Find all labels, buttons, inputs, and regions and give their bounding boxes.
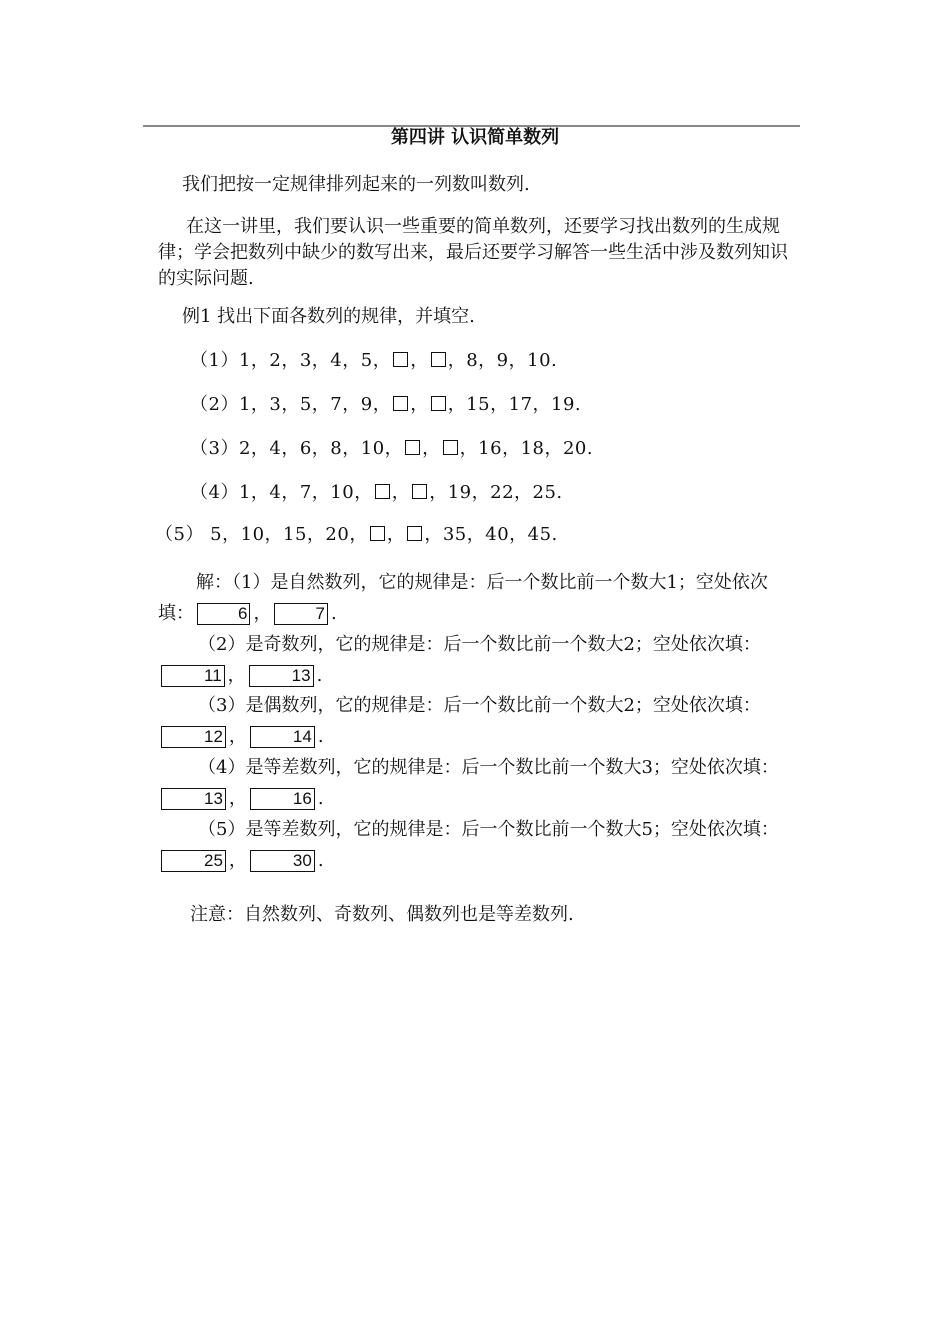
answer-box: 11	[161, 665, 225, 687]
blank-box	[393, 396, 408, 411]
seq-label: （4）	[190, 482, 239, 503]
sequence-2	[190, 394, 581, 416]
seq-after: ，19，22，25.	[429, 482, 563, 503]
blank-box	[407, 526, 422, 541]
seq-after: ，8，9，10.	[447, 350, 558, 371]
sequence-4	[190, 482, 563, 504]
seq-before: 1，4，7，10，	[238, 482, 373, 503]
solution-text: （5）是等差数列，它的规律是：后一个数比前一个数大5；空处依次填：	[198, 819, 779, 840]
answer-end: .	[317, 725, 324, 747]
answer-box: 25	[161, 850, 226, 872]
answer-box: 16	[250, 788, 315, 810]
sequence-3	[190, 438, 593, 460]
answer-end: .	[317, 849, 324, 871]
solution-text: （2）是奇数列，它的规律是：后一个数比前一个数大2；空处依次填：	[198, 634, 761, 655]
answer-end: .	[317, 787, 324, 809]
seq-after: ，16，18，20.	[459, 438, 594, 459]
seq-sep: ，	[410, 394, 429, 415]
solution-3	[158, 691, 798, 752]
sequence-1	[190, 350, 557, 372]
answer-sep: ，	[228, 849, 247, 871]
solution-1	[158, 568, 798, 629]
answer-box: 6	[197, 603, 250, 625]
blank-box	[431, 396, 446, 411]
blank-box	[375, 484, 390, 499]
answer-end: .	[316, 664, 323, 686]
page-title: 第四讲 认识简单数列	[390, 127, 560, 148]
solution-text: （3）是偶数列，它的规律是：后一个数比前一个数大2；空处依次填：	[198, 695, 761, 716]
seq-sep: ，	[391, 482, 411, 503]
example-heading: 例1 找出下面各数列的规律，并填空.	[182, 306, 475, 327]
seq-before: 1，2，3，4，5，	[238, 350, 392, 371]
solution-5	[158, 815, 798, 876]
seq-before: 1，3，5，7，9，	[238, 394, 392, 415]
seq-before: 2，4，6，8，10，	[238, 438, 404, 459]
answer-box: 13	[249, 665, 314, 687]
note: 注意：自然数列、奇数列、偶数列也是等差数列.	[190, 904, 574, 925]
answer-sep: ，	[253, 602, 272, 624]
intro-definition: 我们把按一定规律排列起来的一列数叫数列.	[182, 174, 530, 195]
solution-2	[158, 630, 798, 691]
answer-box: 14	[250, 726, 315, 748]
seq-before: 5，10，15，20，	[203, 524, 368, 545]
seq-after: ，35，40，45.	[424, 524, 558, 545]
solution-4	[158, 753, 798, 814]
solution-text: 解：（1）是自然数列，它的规律是：后一个数比前一个数大1；空处依次填：	[158, 572, 768, 624]
answer-box: 12	[161, 726, 226, 748]
answer-box: 13	[161, 788, 226, 810]
answer-box: 7	[274, 603, 327, 625]
answer-box: 30	[250, 850, 315, 872]
sequence-5	[155, 524, 558, 546]
solution-text: （4）是等差数列，它的规律是：后一个数比前一个数大3；空处依次填：	[198, 757, 779, 778]
seq-sep: ，	[410, 350, 429, 371]
seq-sep: ，	[386, 524, 406, 545]
blank-box	[393, 352, 408, 367]
blank-box	[405, 440, 420, 455]
answer-sep: ，	[228, 725, 247, 747]
seq-label: （2）	[190, 394, 239, 415]
seq-label: （3）	[190, 438, 239, 459]
blank-box	[443, 440, 458, 455]
seq-after: ，15，17，19.	[447, 394, 582, 415]
blank-box	[370, 526, 385, 541]
blank-box	[431, 352, 446, 367]
blank-box	[412, 484, 427, 499]
answer-end: .	[330, 602, 337, 624]
answer-sep: ，	[228, 787, 247, 809]
intro-paragraph: 在这一讲里，我们要认识一些重要的简单数列，还要学习找出数列的生成规律；学会把数列中缺少的数写出来，最后还要学习解答一些生活中涉及数列知识的实际问题.	[158, 216, 788, 289]
seq-label: （1）	[190, 350, 239, 371]
seq-sep: ，	[422, 438, 441, 459]
answer-sep: ，	[227, 664, 246, 686]
seq-label: （5）	[155, 524, 204, 545]
